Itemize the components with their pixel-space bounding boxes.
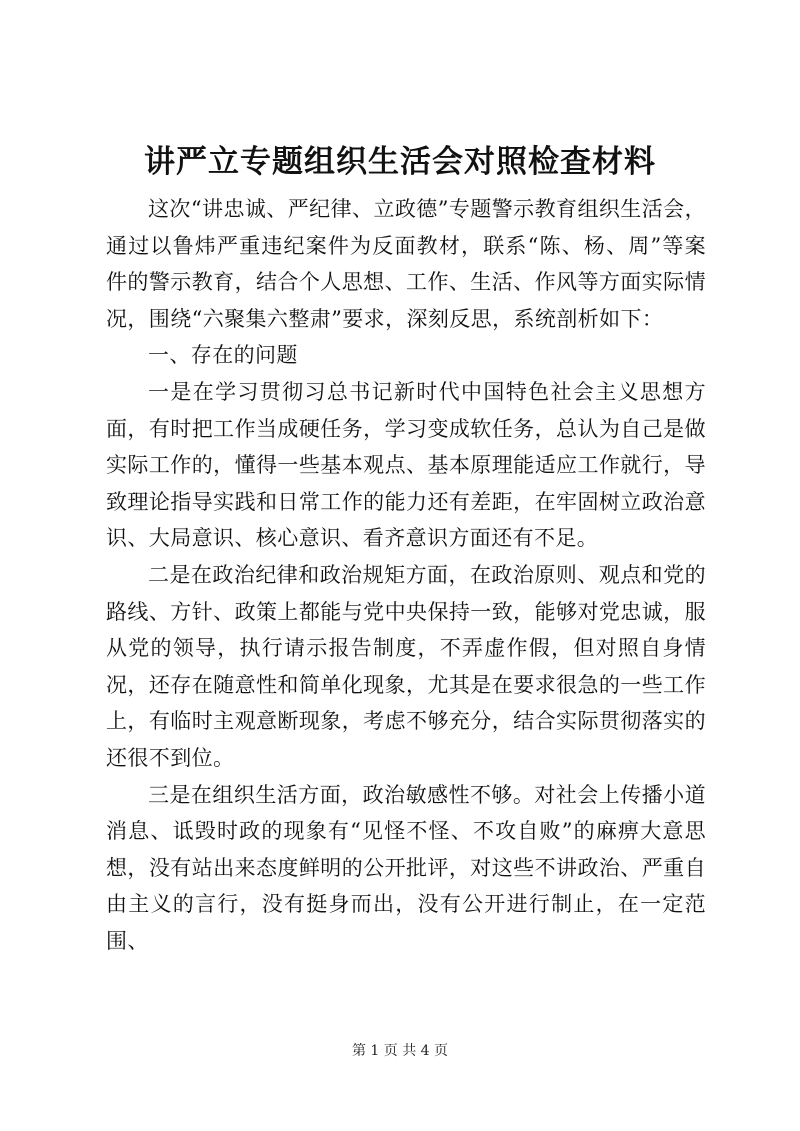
- document-body: [106, 191, 706, 959]
- paragraph-problem-1: 一是在学习贯彻习总书记新时代中国特色社会主义思想方面，有时把工作当成硬任务，学习变成软任务，总认为自己是做实际工作的，懂得一些基本观点、基本原理能适应工作就行，导致理论指导实践和日常工作的能力还有差距，在牢固树立政治意识、大局意识、核心意识、看齐意识方面还有不足。: [106, 379, 706, 551]
- paragraph-problem-2: 二是在政治纪律和政治规矩方面，在政治原则、观点和党的路线、方针、政策上都能与党中央保持一致，能够对党忠诚，服从党的领导，执行请示报告制度，不弄虚作假，但对照自身情况，还存在随意性和简单化现象，尤其是在要求很急的一些工作上，有临时主观意断现象，考虑不够充分，结合实际贯彻落实的还很不到位。: [106, 562, 706, 770]
- section-heading-problems: 一、存在的问题: [148, 343, 298, 368]
- document-title: 讲严立专题组织生活会对照检查材料: [144, 144, 656, 180]
- paragraph-problem-3: 三是在组织生活方面，政治敏感性不够。对社会上传播小道消息、诋毁时政的现象有“见怪不怪、不攻自败”的麻痹大意思想，没有站出来态度鲜明的公开批评，对这些不讲政治、严重自由主义的言行，没有挺身而出，没有公开进行制止，在一定范围、: [106, 782, 706, 953]
- page-footer: [0, 1041, 800, 1061]
- page-number-label: 第 1 页 共 4 页: [351, 1043, 449, 1059]
- paragraph-intro: 这次“讲忠诚、严纪律、立政德”专题警示教育组织生活会，通过以鲁炜严重违纪案件为反面教材，联系“陈、杨、周”等案件的警示教育，结合个人思想、工作、生活、作风等方面实际情况，围绕“六聚集六整肃”要求，深刻反思，系统剖析如下：: [106, 197, 706, 331]
